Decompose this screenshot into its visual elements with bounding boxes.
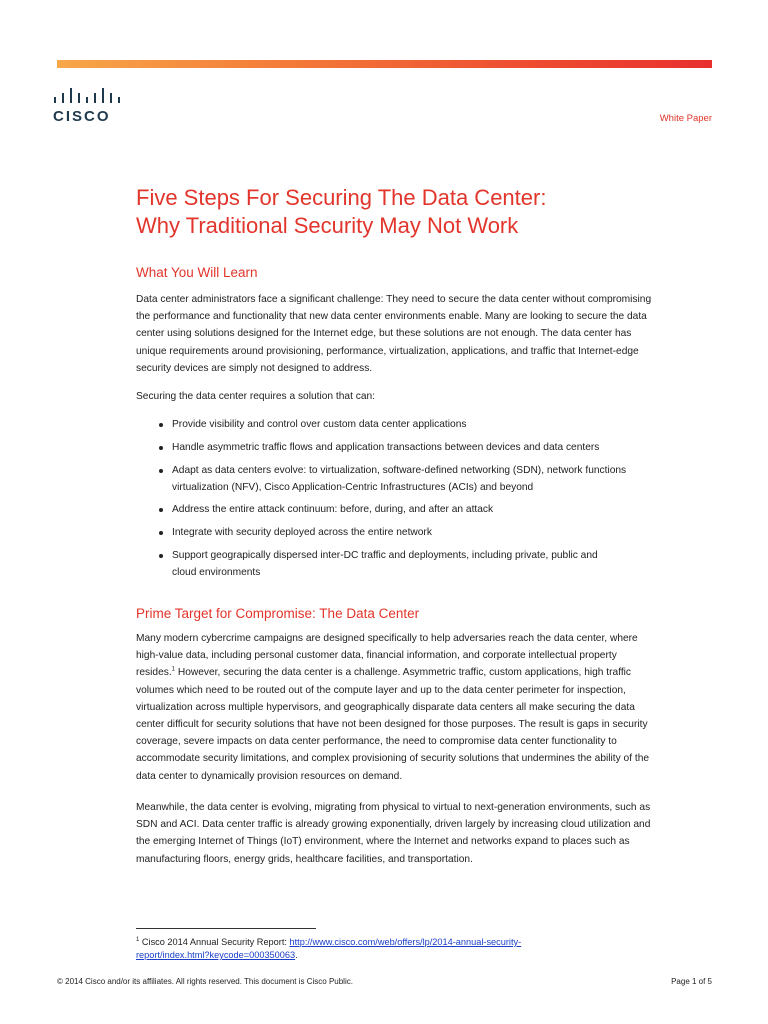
list-item (136, 462, 706, 496)
list-item-text: Handle asymmetric traffic flows and application transactions between devices and data centers (172, 441, 600, 453)
text-line: data center to dynamically provision resources on demand. (136, 770, 403, 782)
section-heading-prime-target: Prime Target for Compromise: The Data Center (136, 606, 420, 621)
text-line (136, 664, 711, 681)
bullet-icon (159, 531, 163, 535)
text-line: high-value data, including personal customer data, financial information, and corporate intellectual property (136, 650, 617, 662)
footnote-link[interactable]: http://www.cisco.com/web/offers/lp/2014-annual-security- (289, 937, 522, 947)
list-item (136, 524, 706, 541)
text-line: coverage, severe impacts on data center performance, the need to compromise data center functionality to (136, 736, 617, 748)
footer-copyright: © 2014 Cisco and/or its affiliates. All rights reserved. This document is Cisco Public. (57, 977, 353, 986)
text-line: accommodate security limitations, and complex provisioning of security solutions that undermines the ability of the (136, 753, 650, 765)
text-line: Securing the data center requires a solution that can: (136, 391, 375, 402)
requirements-intro (136, 388, 711, 405)
bullet-icon (159, 446, 163, 450)
list-item-text: Integrate with security deployed across the entire network (172, 527, 432, 539)
list-item-text: Provide visibility and control over custom data center applications (172, 419, 467, 430)
footnote-period: . (295, 950, 298, 960)
text-line: center using solutions designed for the Internet edge, but these solutions are not enough. The data center has (136, 328, 632, 340)
list-item-text: Address the entire attack continuum: before, during, and after an attack (172, 504, 494, 516)
text-line: manufacturing floors, energy grids, healthcare facilities, and transportation. (136, 853, 473, 865)
list-item-text: virtualization (NFV), Cisco Application-Centric Infrastructures (ACIs) and beyond (172, 481, 534, 493)
cisco-bridge-icon (53, 88, 128, 106)
logo-wordmark: CISCO (53, 108, 111, 125)
text-line: the emerging Internet of Things (IoT) environment, where the Internet and networks expand to places such as (136, 836, 630, 848)
text-line: volumes which need to be routed out of the compute layer and up to the data center perimeter for inspection, (136, 684, 626, 696)
footer-page-number: Page 1 of 5 (671, 977, 712, 986)
text-line: virtualization across multiple hypervisors, and geographically disparate data centers all make securing the data (136, 701, 635, 713)
intro-paragraph (136, 291, 711, 377)
bullet-icon (159, 554, 163, 558)
text-line: unique requirements around provisioning, performance, virtualization, applications, and traffic that Internet-edge (136, 345, 639, 357)
footnote-ref: 1 (171, 667, 176, 674)
title-line-2: Why Traditional Security May Not Work (136, 213, 519, 238)
bullet-icon (159, 423, 163, 427)
list-item (136, 547, 706, 581)
title-line-1: Five Steps For Securing The Data Center: (136, 185, 547, 210)
text-line: Meanwhile, the data center is evolving, migrating from physical to virtual to next-generation environments, such as (136, 802, 651, 813)
text-line: security devices are simply not designed to address. (136, 362, 373, 374)
header-color-bar (57, 60, 712, 68)
requirements-list (136, 416, 706, 587)
footnote-link[interactable]: report/index.html?keycode=000350063 (136, 950, 296, 960)
list-item-text: Support geograpically dispersed inter-DC traffic and deployments, including private, public and (172, 549, 598, 561)
page-title (136, 184, 696, 240)
text-line: Data center administrators face a significant challenge: They need to secure the data center without compromising (136, 294, 652, 305)
list-item-text: Adapt as data centers evolve: to virtualization, software-defined networking (SDN), network functions (172, 464, 627, 476)
text-fragment: resides. (136, 667, 172, 679)
text-fragment: However, securing the data center is a challenge. Asymmetric traffic, custom applications, high traffic (175, 667, 632, 679)
evolution-paragraph (136, 799, 711, 868)
text-line: the performance and functionality that new data center environments enable. Many are looking to secure the data (136, 311, 647, 323)
list-item (136, 416, 706, 433)
section-heading-what-you-will-learn: What You Will Learn (136, 265, 258, 280)
text-line: Many modern cybercrime campaigns are designed specifically to help adversaries reach the data center, where (136, 633, 638, 644)
document-type-label: White Paper (659, 113, 712, 124)
footnote-divider (136, 928, 316, 929)
list-item (136, 501, 706, 518)
bullet-icon (159, 469, 163, 473)
list-item (136, 439, 706, 456)
footnote-number: 1 (136, 936, 140, 943)
text-line: center difficult for security solutions that have not been designed for those purposes. The result is gaps in security (136, 719, 648, 731)
text-line: SDN and ACI. Data center traffic is already growing exponentially, driven largely by increasing cloud utilization and (136, 819, 651, 831)
footnote-text: Cisco 2014 Annual Security Report: (139, 937, 290, 947)
cisco-logo (53, 88, 128, 128)
prime-target-paragraph (136, 630, 711, 785)
bullet-icon (159, 508, 163, 512)
list-item-text: cloud environments (172, 566, 261, 578)
footnote (136, 936, 636, 962)
